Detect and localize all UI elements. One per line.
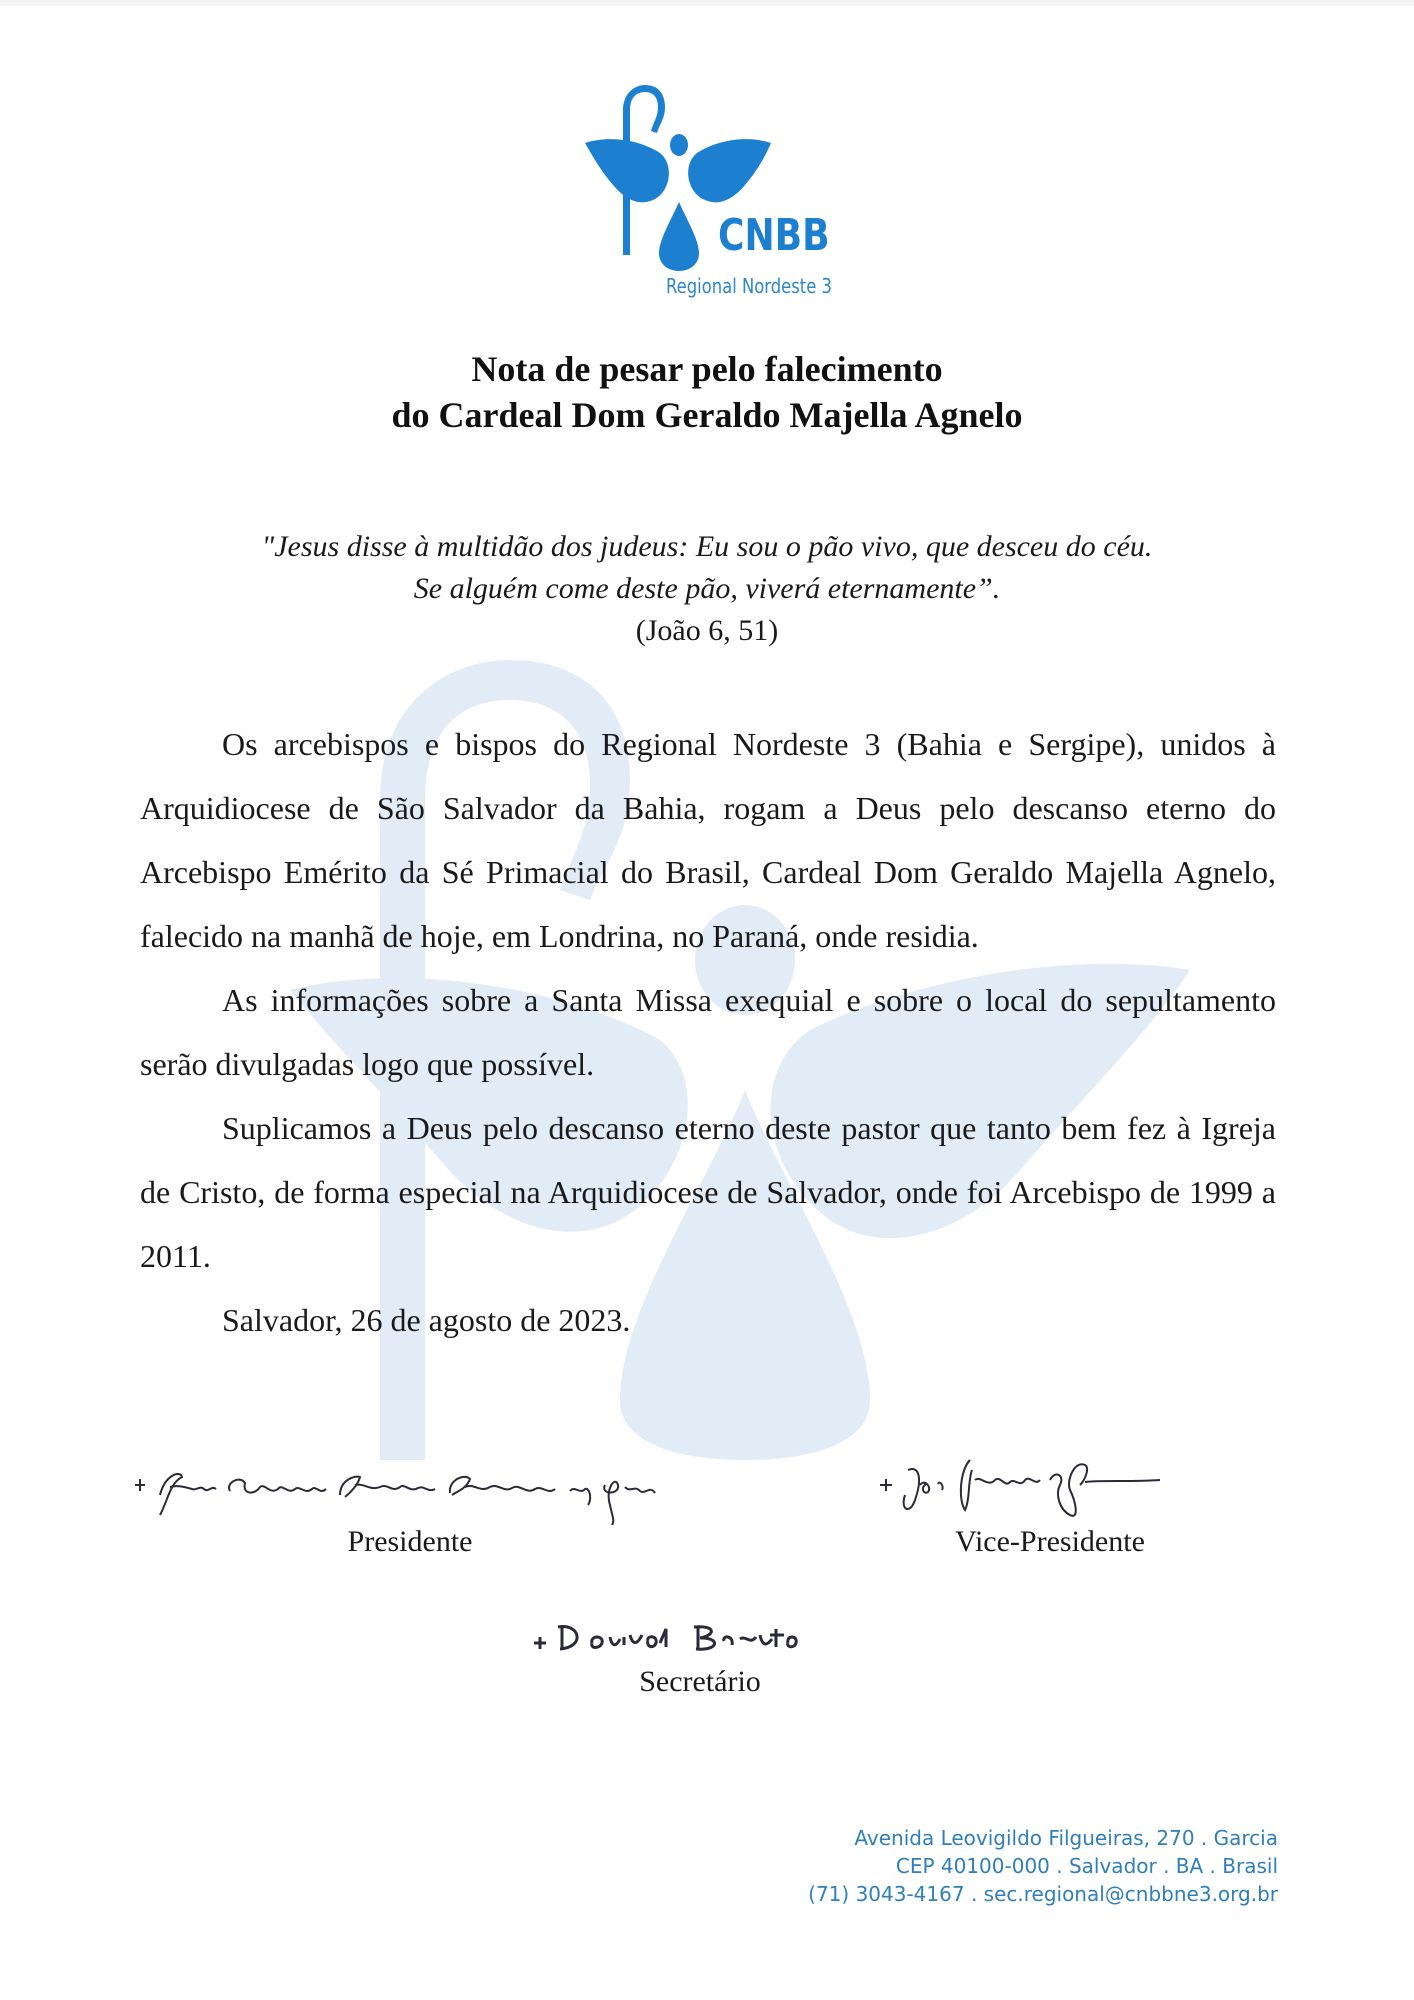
page-top-edge: [0, 0, 1414, 6]
logo-brand-text: CNBB: [718, 210, 830, 261]
logo-subtitle: Regional Nordeste 3: [666, 274, 832, 298]
handwritten-signature-icon: [860, 1440, 1240, 1525]
handwritten-signature-icon: [520, 1605, 880, 1665]
signature-block-president: [130, 1455, 690, 1559]
footer-contact: [808, 1824, 1278, 1908]
letter-body: [140, 712, 1276, 1352]
body-paragraph: As informações sobre a Santa Missa exequial e sobre o local do sepultamento serão divulgadas logo que possível.: [140, 982, 1276, 1082]
title-line-1: Nota de pesar pelo falecimento: [471, 349, 943, 389]
signatory-role: Secretário: [639, 1665, 761, 1698]
cnbb-logo-icon: [585, 85, 835, 305]
signatory-role: Vice-Presidente: [955, 1525, 1145, 1558]
epigraph-reference: (João 6, 51): [635, 614, 779, 647]
body-paragraph: Os arcebispos e bispos do Regional Nordeste 3 (Bahia e Sergipe), unidos à Arquidiocese de São Salvador da Bahia, rogam a Deus pelo descanso eterno do Arcebispo Emérito da Sé Primacial do Brasil, Cardeal Dom Geraldo Majella Agnelo, falecido na manhã de hoje, em Londrina, no Paraná, onde residia.: [140, 726, 1276, 954]
epigraph-line-2: Se alguém come deste pão, viverá eternamente”.: [413, 572, 1001, 605]
body-paragraph: Suplicamos a Deus pelo descanso eterno deste pastor que tanto bem fez à Igreja de Cristo, de forma especial na Arquidiocese de Salvador, onde foi Arcebispo de 1999 a 2011.: [140, 1110, 1276, 1274]
epigraph-line-1: "Jesus disse à multidão dos judeus: Eu sou o pão vivo, que desceu do céu.: [261, 530, 1153, 563]
signature-block-vice-president: [860, 1440, 1240, 1559]
footer-contact-line[interactable]: (71) 3043-4167 . sec.regional@cnbbne3.org.br: [808, 1882, 1278, 1906]
footer-address-line-2: CEP 40100-000 . Salvador . BA . Brasil: [895, 1854, 1278, 1878]
scripture-epigraph: [0, 526, 1414, 652]
footer-address-line-1: Avenida Leovigildo Filgueiras, 270 . Garcia: [854, 1826, 1278, 1850]
page-title: [0, 346, 1414, 438]
signature-block-secretary: [520, 1605, 880, 1699]
date-line: Salvador, 26 de agosto de 2023.: [222, 1302, 631, 1338]
title-line-2: do Cardeal Dom Geraldo Majella Agnelo: [391, 395, 1023, 435]
handwritten-signature-icon: [130, 1455, 690, 1525]
signatory-role: Presidente: [347, 1525, 473, 1558]
